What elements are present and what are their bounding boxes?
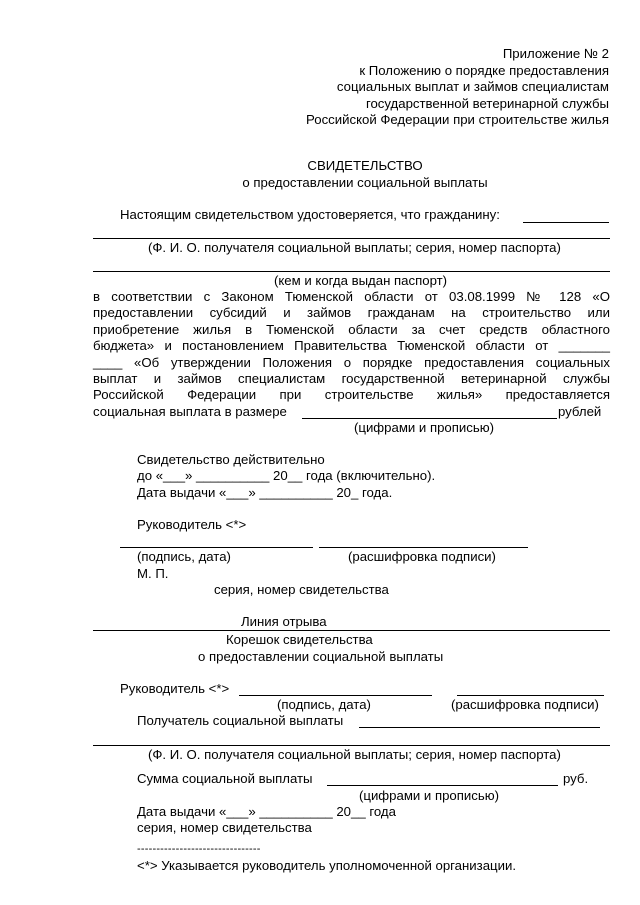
decode-line xyxy=(319,547,528,548)
issue-date: Дата выдачи «___» __________ 20_ года. xyxy=(137,485,393,500)
stub-head-label: Руководитель <*> xyxy=(120,681,230,696)
stub-signature-line xyxy=(239,695,432,696)
appendix-line: государственной ветеринарной службы xyxy=(365,96,609,111)
body-line: предоставлении субсидий и займов гражданам на строительство или xyxy=(93,305,610,321)
stub-fio-line xyxy=(93,745,610,746)
decode-caption: (расшифровка подписи) xyxy=(348,549,496,564)
stub-title: Корешок свидетельства xyxy=(226,632,373,647)
validity-until: до «___» __________ 20__ года (включительно). xyxy=(137,468,436,483)
fio-caption: (Ф. И. О. получателя социальной выплаты; серия, номер паспорта) xyxy=(148,240,561,255)
body-paragraph xyxy=(93,289,610,404)
stub-issue-date: Дата выдачи «___» __________ 20__ года xyxy=(137,804,396,819)
recipient-label: Получатель социальной выплаты xyxy=(137,713,344,728)
body-line: бюджета» и постановлением Правительства Тюменской области от _______ xyxy=(93,338,610,354)
recipient-blank xyxy=(523,222,609,223)
stub-signature-caption: (подпись, дата) xyxy=(277,697,371,712)
fio-line xyxy=(93,238,610,239)
stamp-label: М. П. xyxy=(137,566,169,581)
amount-caption: (цифрами и прописью) xyxy=(354,420,495,435)
footnote: <*> Указывается руководитель уполномоченной организации. xyxy=(137,858,516,873)
intro-text: Настоящим свидетельством удостоверяется, что гражданину: xyxy=(120,207,500,222)
body-line: приобретение жилья в Тюменской области за счет средств областного xyxy=(93,321,610,337)
amount-suffix: рублей xyxy=(558,404,602,419)
amount-label: социальная выплата в размере xyxy=(93,404,287,419)
appendix-title: Приложение № 2 xyxy=(502,46,609,61)
signature-line xyxy=(120,547,313,548)
tear-line xyxy=(93,630,610,631)
body-line: Российской Федерации при строительстве жилья» предоставляется xyxy=(93,387,610,403)
body-line: выплат и займов специалистам государственной ветеринарной службы xyxy=(93,370,610,386)
document-title: СВИДЕТЕЛЬСТВО xyxy=(307,158,423,173)
appendix-line: к Положению о порядке предоставления xyxy=(359,63,609,78)
appendix-line: Российской Федерации при строительстве жилья xyxy=(306,112,609,127)
appendix-line: социальных выплат и займов специалистам xyxy=(336,79,609,94)
tear-line-label: Линия отрыва xyxy=(241,614,327,629)
document-subtitle: о предоставлении социальной выплаты xyxy=(242,175,488,190)
validity-text: Свидетельство действительно xyxy=(137,452,325,467)
passport-line xyxy=(93,271,610,272)
stub-decode-line xyxy=(457,695,604,696)
signature-caption: (подпись, дата) xyxy=(137,549,231,564)
body-line: ____ «Об утверждении Положения о порядке предоставления социальных xyxy=(93,354,610,370)
stub-amount-suffix: руб. xyxy=(563,771,589,786)
stub-amount-line xyxy=(327,785,558,786)
amount-blank xyxy=(302,418,557,419)
stub-decode-caption: (расшифровка подписи) xyxy=(451,697,599,712)
recipient-line xyxy=(359,727,600,728)
stub-fio-caption: (Ф. И. О. получателя социальной выплаты; серия, номер паспорта) xyxy=(148,747,561,762)
cert-series: серия, номер свидетельства xyxy=(214,582,389,597)
stub-subtitle: о предоставлении социальной выплаты xyxy=(198,649,444,664)
footnote-separator: -------------------------------- xyxy=(137,843,261,855)
head-label: Руководитель <*> xyxy=(137,517,247,532)
stub-cert-series: серия, номер свидетельства xyxy=(137,820,312,835)
stub-amount-label: Сумма социальной выплаты xyxy=(137,771,313,786)
body-line: в соответствии с Законом Тюменской области от 03.08.1999 № 128 «О xyxy=(93,289,610,304)
passport-caption: (кем и когда выдан паспорт) xyxy=(274,273,448,288)
stub-amount-caption: (цифрами и прописью) xyxy=(359,788,500,803)
